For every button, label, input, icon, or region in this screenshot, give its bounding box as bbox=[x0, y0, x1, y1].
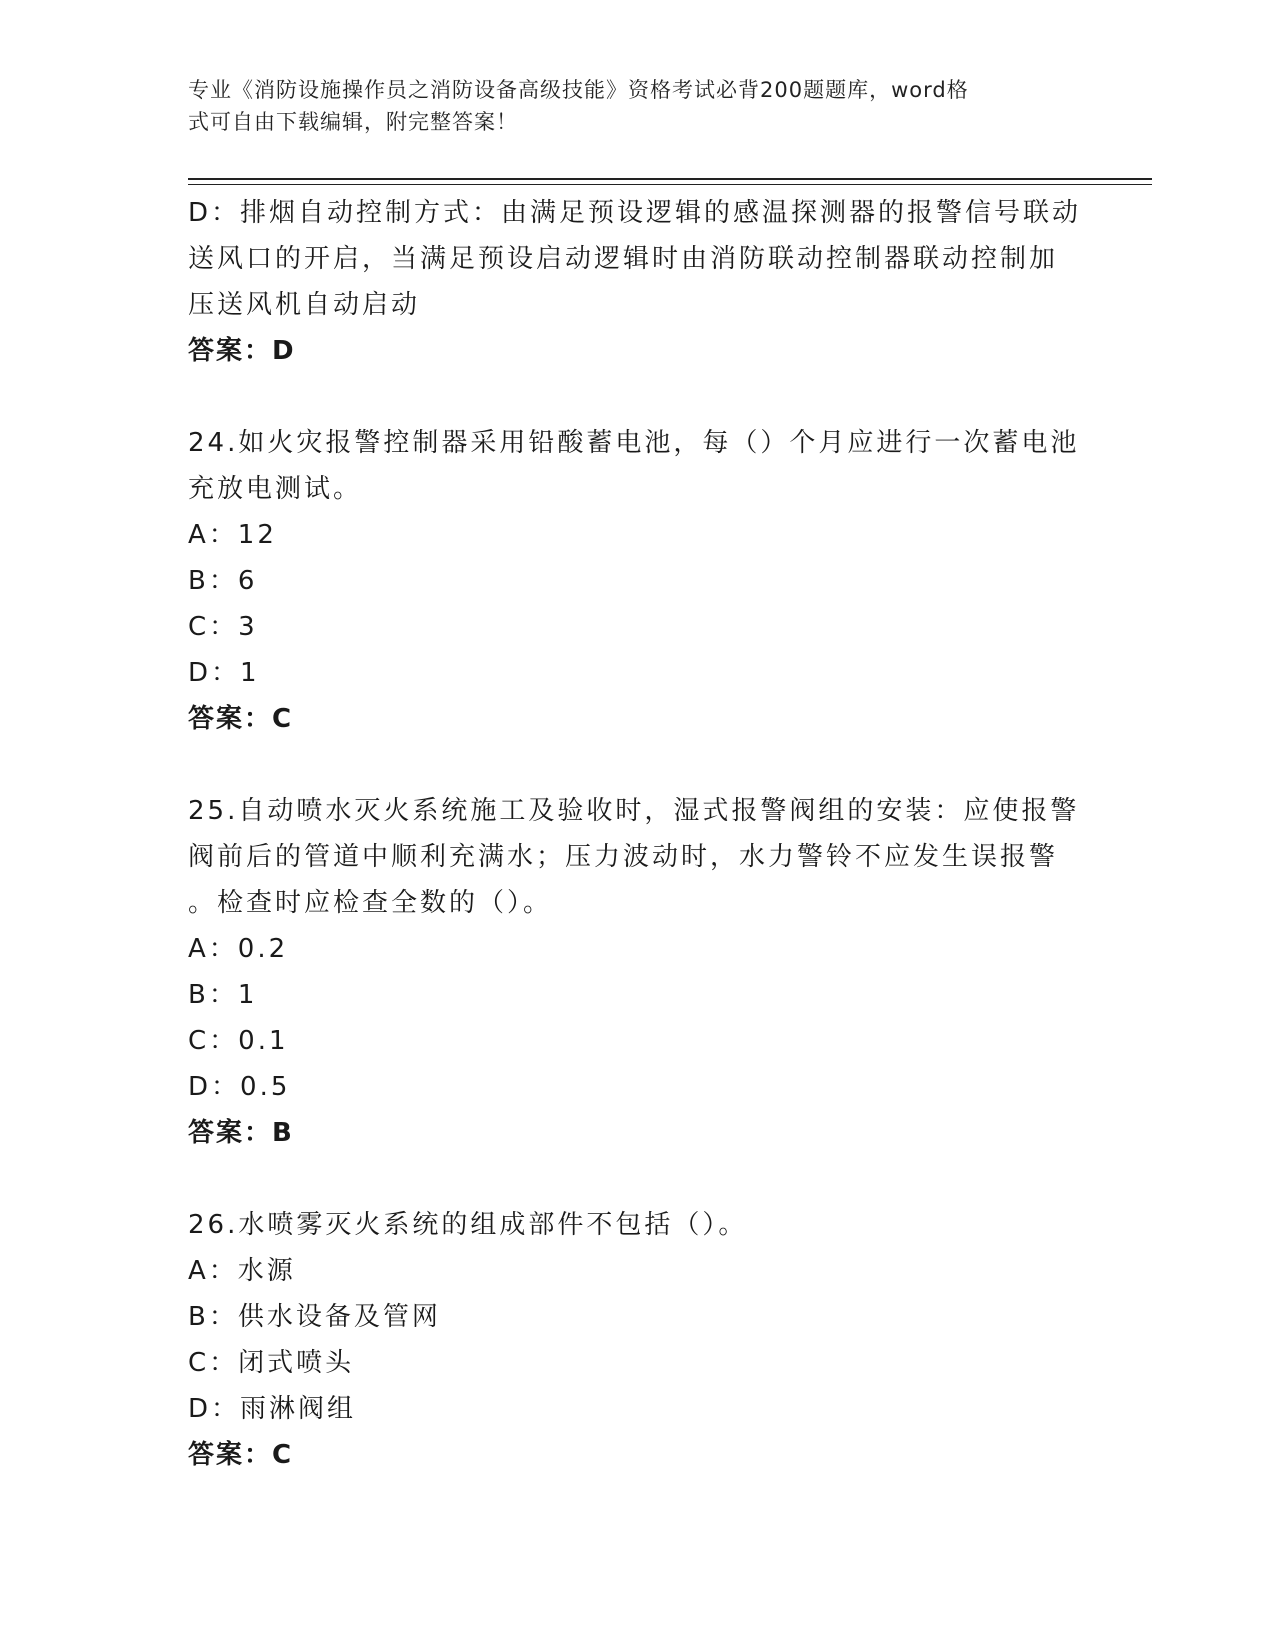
option-c: C：闭式喷头 bbox=[188, 1348, 355, 1378]
question-stem-line: 25.自动喷水灭火系统施工及验收时，湿式报警阀组的安装：应使报警 bbox=[188, 796, 1080, 826]
option-b: B：1 bbox=[188, 980, 258, 1010]
header-line-1: 专业《消防设施操作员之消防设备高级技能》资格考试必背200题题库，word格 bbox=[188, 78, 969, 102]
question-stem-line: 。检查时应检查全数的（）。 bbox=[188, 888, 553, 918]
option-d: D：0.5 bbox=[188, 1072, 291, 1102]
option-c: C：3 bbox=[188, 612, 258, 642]
question-stem-line: 阀前后的管道中顺利充满水；压力波动时，水力警铃不应发生误报警 bbox=[188, 842, 1059, 872]
option-line: 压送风机自动启动 bbox=[188, 290, 421, 320]
question-stem-line: 26.水喷雾灭火系统的组成部件不包括（）。 bbox=[188, 1210, 748, 1240]
option-a: A：0.2 bbox=[188, 934, 289, 964]
option-line: 送风口的开启，当满足预设启动逻辑时由消防联动控制器联动控制加 bbox=[188, 244, 1059, 274]
question-list bbox=[188, 190, 1082, 1478]
option-b: B：供水设备及管网 bbox=[188, 1302, 441, 1332]
spacer bbox=[188, 374, 1078, 420]
answer-line: 答案：D bbox=[188, 336, 296, 366]
option-d: D：雨淋阀组 bbox=[188, 1394, 357, 1424]
option-line: D：排烟自动控制方式：由满足预设逻辑的感温探测器的报警信号联动 bbox=[188, 198, 1082, 228]
option-b: B：6 bbox=[188, 566, 258, 596]
question-23-continuation bbox=[188, 190, 1082, 374]
document-header bbox=[188, 74, 1068, 138]
header-divider-thin bbox=[188, 184, 1152, 185]
spacer bbox=[188, 742, 1078, 788]
question-stem-line: 充放电测试。 bbox=[188, 474, 363, 504]
answer-line: 答案：C bbox=[188, 1440, 294, 1470]
option-d: D：1 bbox=[188, 658, 260, 688]
question-24 bbox=[188, 420, 1078, 742]
answer-line: 答案：C bbox=[188, 704, 294, 734]
question-26 bbox=[188, 1202, 1078, 1478]
option-a: A：水源 bbox=[188, 1256, 296, 1286]
question-25 bbox=[188, 788, 1078, 1156]
option-a: A：12 bbox=[188, 520, 277, 550]
question-stem-line: 24.如火灾报警控制器采用铅酸蓄电池，每（）个月应进行一次蓄电池 bbox=[188, 428, 1080, 458]
spacer bbox=[188, 1156, 1078, 1202]
option-c: C：0.1 bbox=[188, 1026, 289, 1056]
answer-line: 答案：B bbox=[188, 1118, 294, 1148]
header-line-2: 式可自由下载编辑，附完整答案！ bbox=[188, 110, 518, 134]
header-divider-thick bbox=[188, 178, 1152, 180]
